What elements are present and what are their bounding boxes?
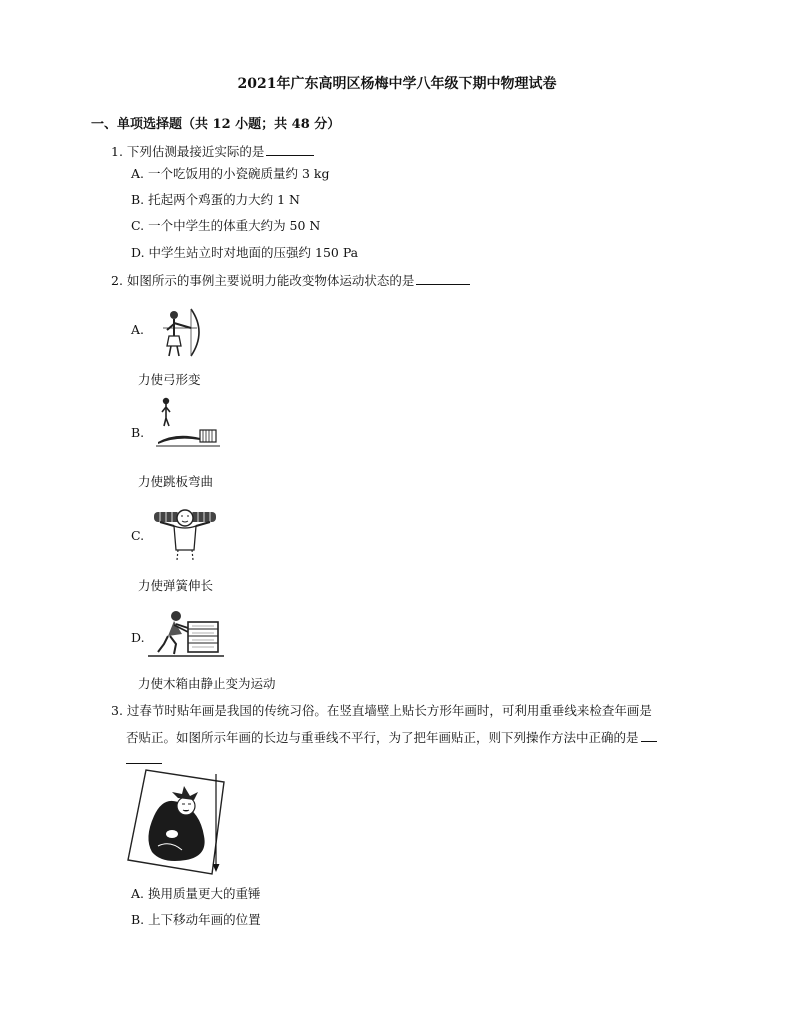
question-2-option-a-caption: 力使弓形变 (138, 372, 201, 387)
section-heading: 一、单项选择题（共 12 小题；共 48 分） (91, 117, 341, 132)
question-2-option-b-letter: B. (131, 425, 145, 440)
archer-drawing-figure (157, 306, 207, 358)
question-3-text: 否贴正。如图所示年画的长边与重垂线不平行，为了把年画贴正，则下列操作方法中正确的是 (126, 730, 639, 745)
answer-blank (266, 144, 314, 156)
answer-blank (641, 730, 657, 742)
question-1-option-d: D. 中学生站立时对地面的压强约 150 Pa (131, 245, 359, 260)
diving-board-figure (156, 396, 220, 448)
question-3-option-b: B. 上下移动年画的位置 (131, 912, 261, 927)
question-3-stem-line2 (126, 730, 657, 746)
question-2-option-d-caption: 力使木箱由静止变为运动 (138, 676, 276, 691)
question-3-stem-line1: 3. 过春节时贴年画是我国的传统习俗。在竖直墙壁上贴长方形年画时，可利用重垂线来检查年画是 (111, 703, 652, 718)
question-2-option-b-caption: 力使跳板弯曲 (138, 474, 214, 489)
question-1-text: 1. 下列估测最接近实际的是 (111, 144, 265, 159)
question-2-stem (111, 273, 470, 289)
page-title: 2021年广东高明区杨梅中学八年级下期中物理试卷 (237, 76, 557, 92)
question-2-text: 2. 如图所示的事例主要说明力能改变物体运动状态的是 (111, 273, 415, 288)
question-1-option-a: A. 一个吃饭用的小瓷碗质量约 3 kg (131, 166, 330, 181)
new-year-picture-figure (124, 768, 228, 878)
answer-blank-continued (126, 751, 162, 764)
question-3-option-a: A. 换用质量更大的重锤 (131, 886, 261, 901)
spring-stretcher-figure (150, 500, 220, 562)
question-2-option-a-letter: A. (131, 322, 145, 337)
question-2-option-c-letter: C. (131, 528, 145, 543)
pushing-box-figure (148, 604, 224, 660)
question-1-stem (111, 144, 314, 160)
question-1-option-b: B. 托起两个鸡蛋的力大约 1 N (131, 192, 300, 207)
question-2-option-c-caption: 力使弹簧伸长 (138, 578, 214, 593)
answer-blank (416, 273, 470, 285)
question-1-option-c: C. 一个中学生的体重大约为 50 N (131, 218, 321, 233)
question-2-option-d-letter: D. (131, 630, 145, 645)
